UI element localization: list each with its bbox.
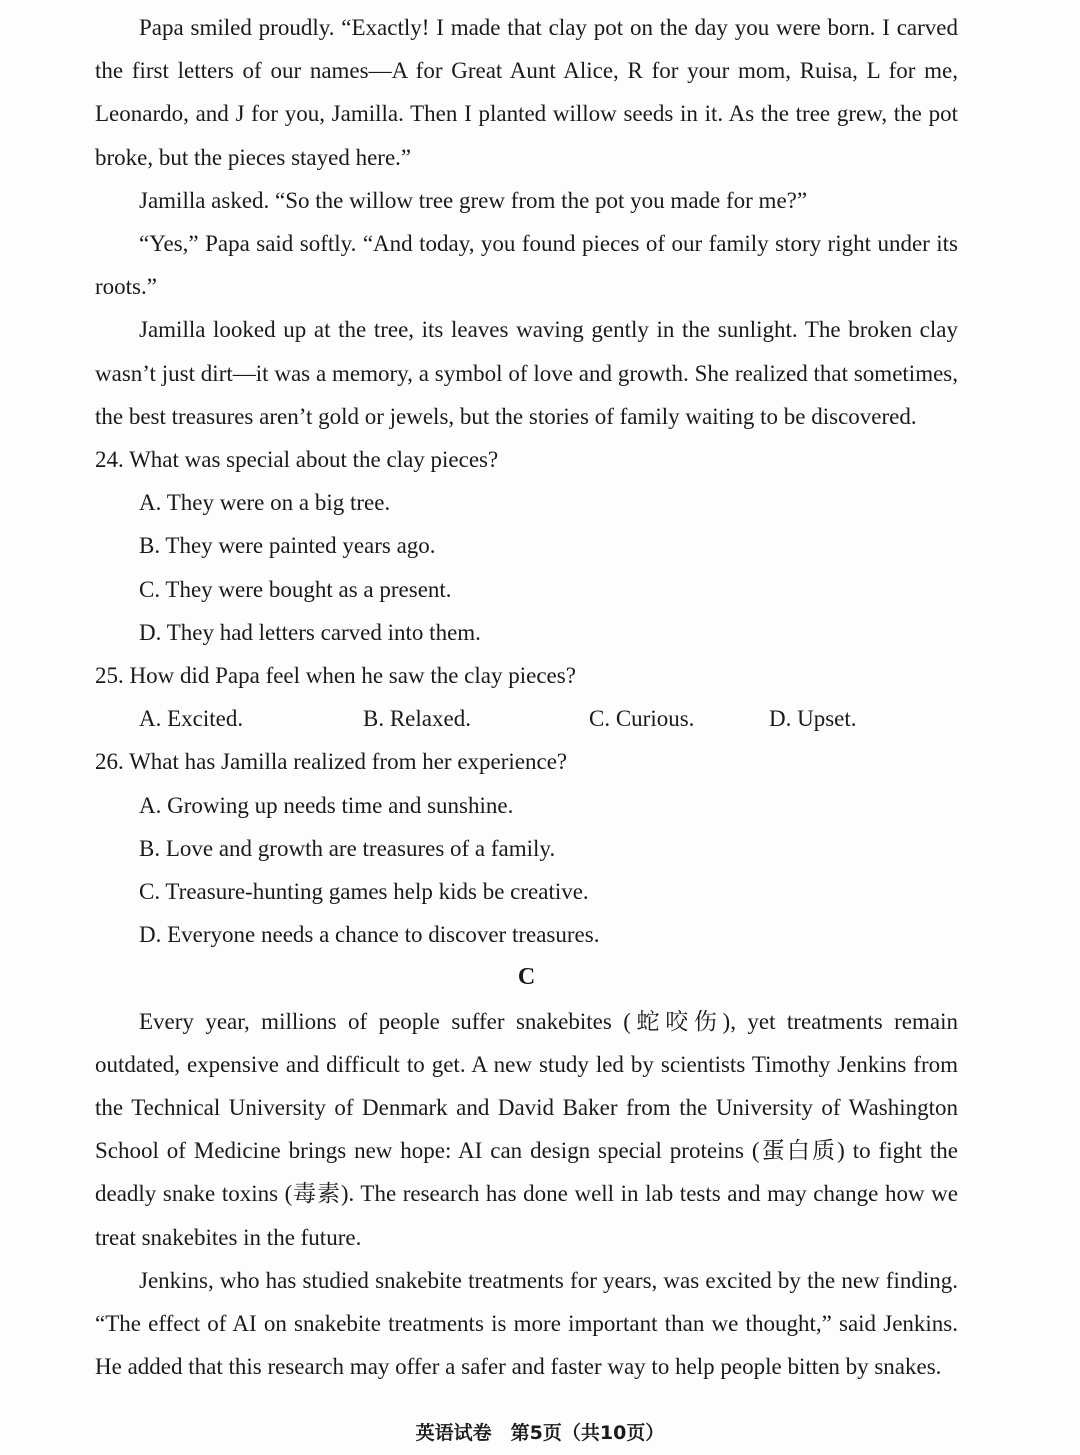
passage-paragraph: Papa smiled proudly. “Exactly! I made that clay pot on the day you were born. I carved the first letters of our names—A for Great Aunt Alice, R for your mom, Ruisa, L for me, Leonardo, and J for you, Jamilla. Then I planted willow seeds in it. As the tree grew, the pot broke, but the pieces stayed here.” xyxy=(95,15,958,170)
question-26-option-b: B. Love and growth are treasures of a family. xyxy=(139,835,556,861)
question-24-option-c: C. They were bought as a present. xyxy=(139,576,452,602)
section-heading: C xyxy=(517,964,536,991)
question-26-option-d: D. Everyone needs a chance to discover treasures. xyxy=(139,922,600,948)
question-25-option-d: D. Upset. xyxy=(769,706,857,732)
question-26-stem: 26. What has Jamilla realized from her experience? xyxy=(95,749,568,775)
page-footer: 英语试卷 第5页（共10页） xyxy=(415,1422,665,1444)
question-25-option-c: C. Curious. xyxy=(589,706,695,732)
passage-paragraph: Every year, millions of people suffer snakebites (蛇咬伤), yet treatments remain outdated, expensive and difficult to get. A new study led by scientists Timothy Jenkins from the Technical University of Denmark and David Baker from the University of Washington School of Medicine brings new hope: AI can design special proteins (蛋白质) to fight the deadly snake toxins (毒素). The research has done well in lab tests and may change how we treat snakebites in the future. xyxy=(95,1008,958,1250)
question-26-option-c: C. Treasure-hunting games help kids be creative. xyxy=(139,879,589,905)
question-25-option-b: B. Relaxed. xyxy=(363,706,471,732)
question-26-option-a: A. Growing up needs time and sunshine. xyxy=(139,792,514,818)
question-24-option-a: A. They were on a big tree. xyxy=(139,490,391,516)
passage-paragraph: “Yes,” Papa said softly. “And today, you found pieces of our family story right under its roots.” xyxy=(95,231,958,300)
passage-paragraph: Jamilla asked. “So the willow tree grew from the pot you made for me?” xyxy=(139,187,808,213)
question-25-options xyxy=(95,697,958,740)
question-25-stem: 25. How did Papa feel when he saw the clay pieces? xyxy=(95,663,576,689)
question-24-stem: 24. What was special about the clay pieces? xyxy=(95,447,499,473)
question-25-option-a: A. Excited. xyxy=(139,706,244,732)
question-24-option-b: B. They were painted years ago. xyxy=(139,533,436,559)
passage-paragraph: Jamilla looked up at the tree, its leaves waving gently in the sunlight. The broken clay wasn’t just dirt—it was a memory, a symbol of love and growth. She realized that sometimes, the best treasures aren’t gold or jewels, but the stories of family waiting to be discovered. xyxy=(95,317,958,429)
question-24-option-d: D. They had letters carved into them. xyxy=(139,619,481,645)
page-content xyxy=(95,6,958,1389)
passage-paragraph: Jenkins, who has studied snakebite treatments for years, was excited by the new finding. “The effect of AI on snakebite treatments is more important than we thought,” said Jenkins. He added that this research may offer a safer and faster way to help people bitten by snakes. xyxy=(95,1267,958,1380)
